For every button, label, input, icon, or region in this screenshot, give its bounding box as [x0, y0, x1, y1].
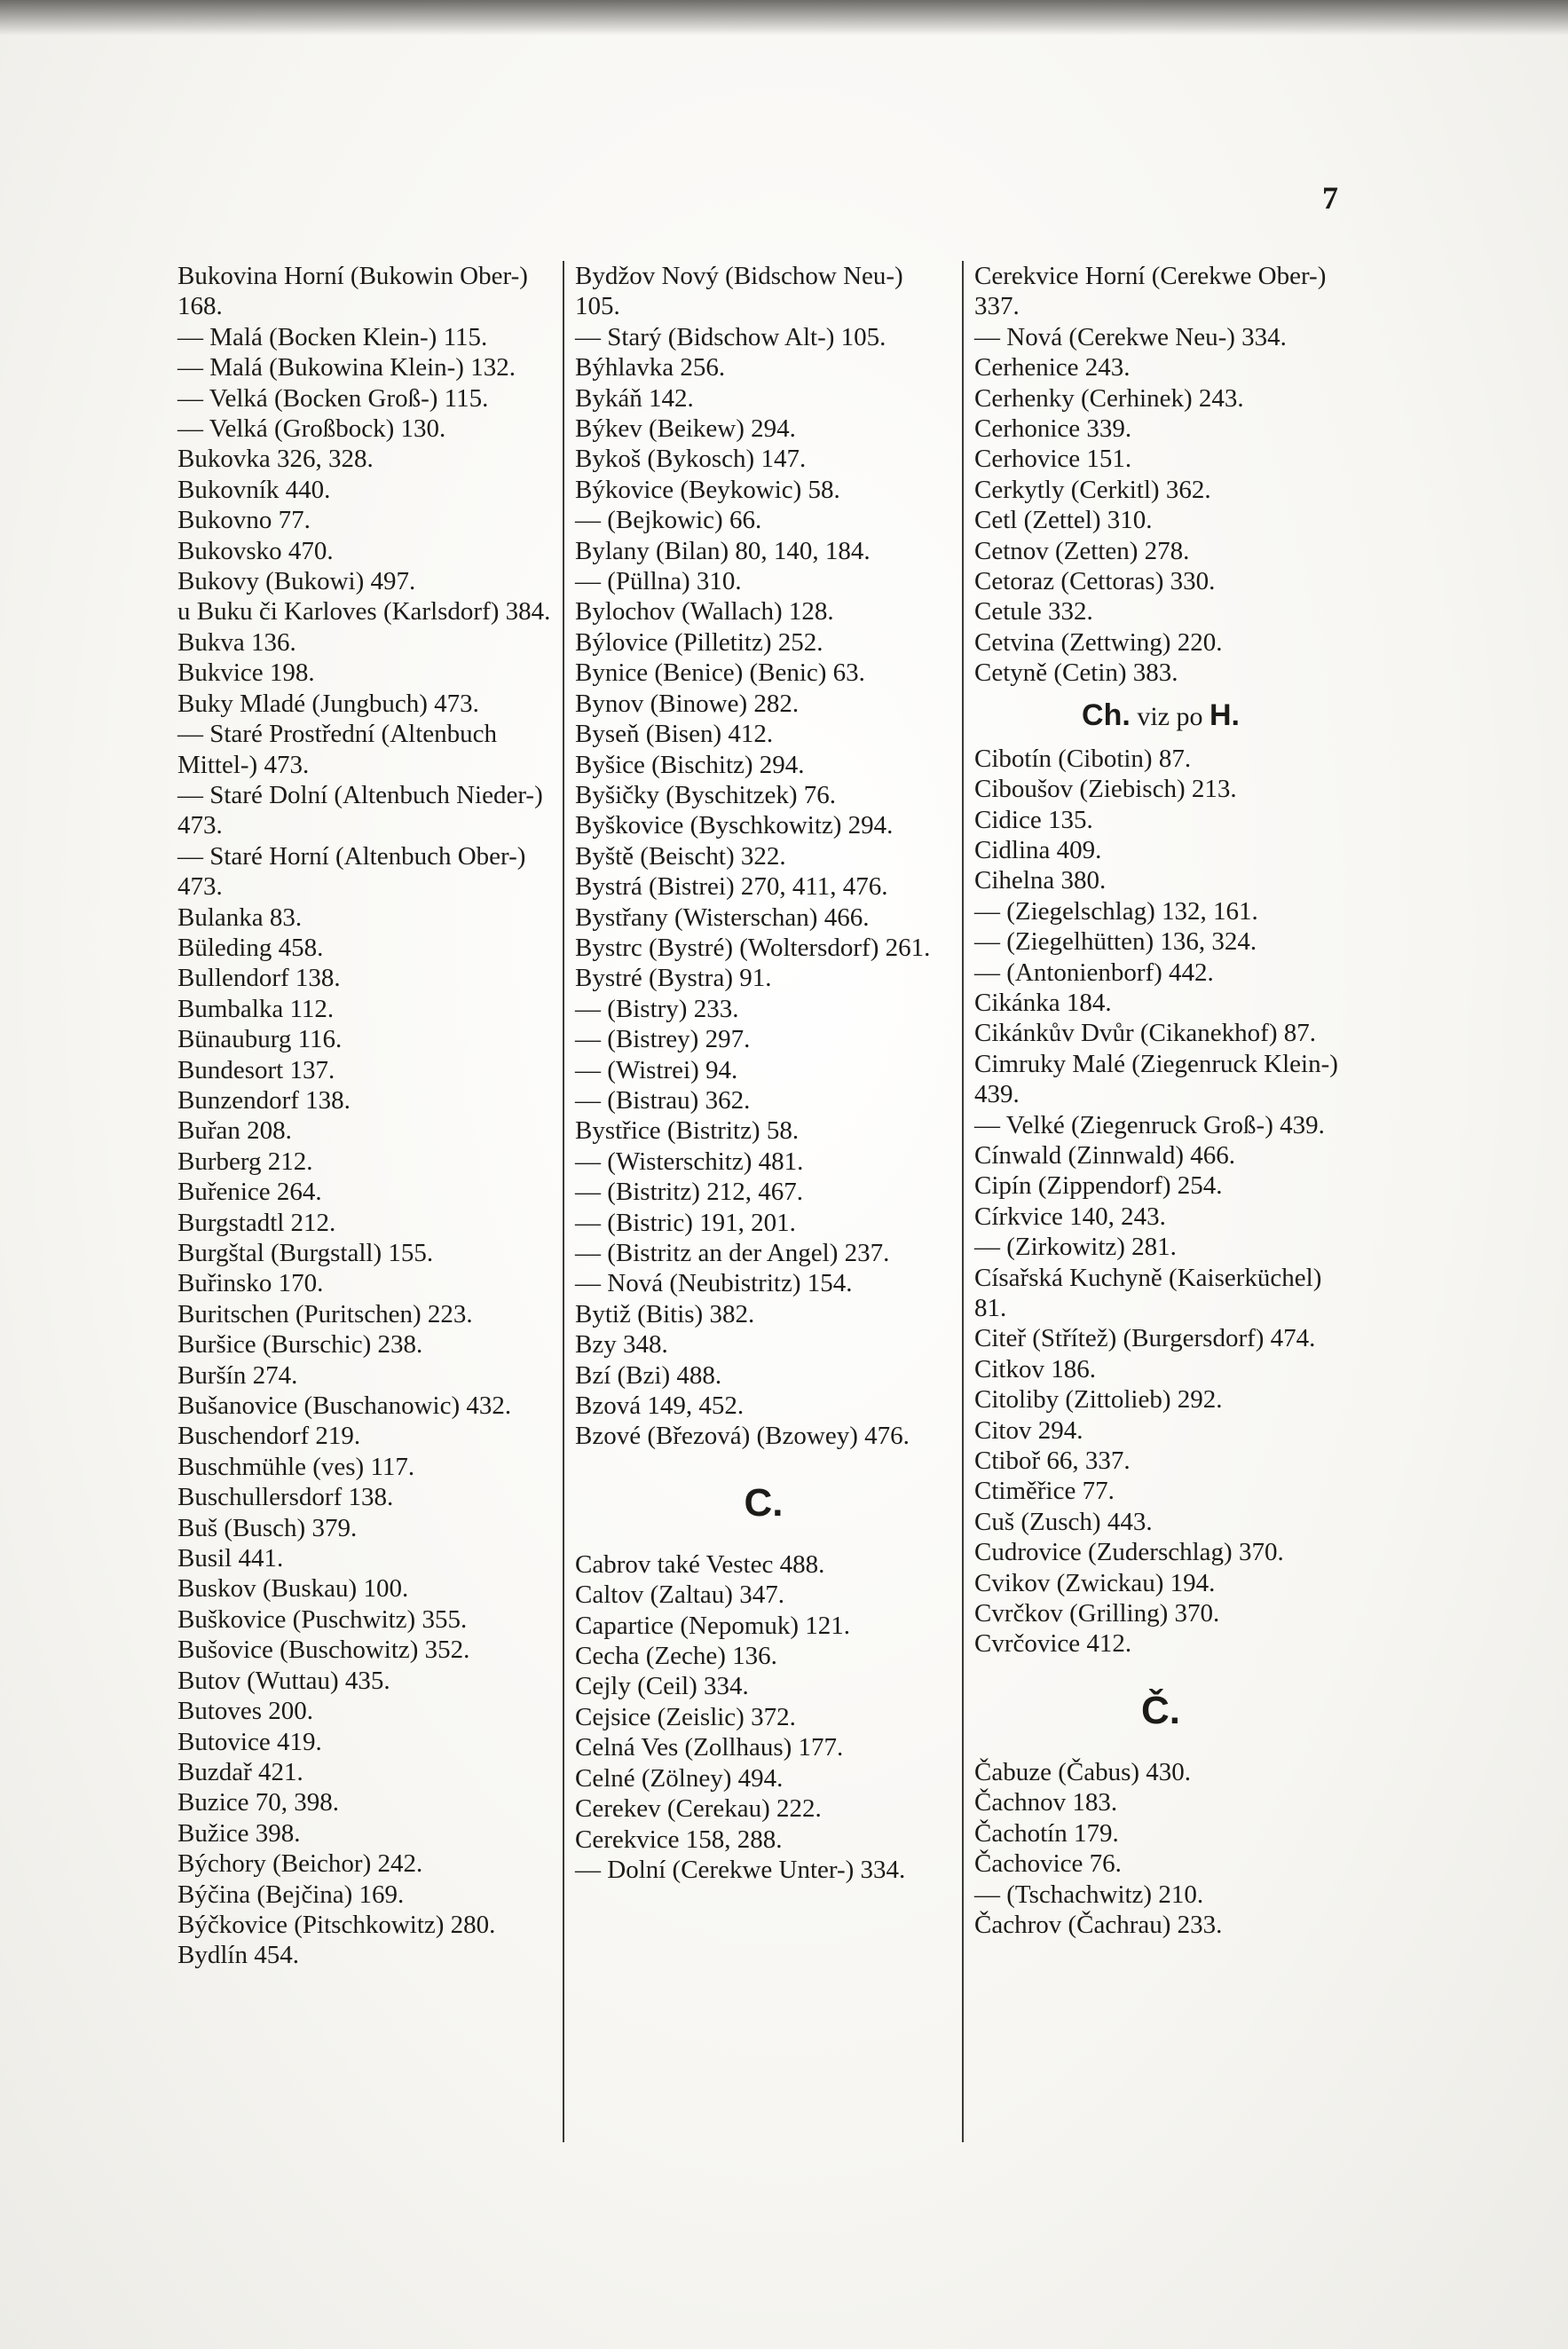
index-entry: Býčina (Bejčina) 169. [177, 1880, 405, 1909]
index-entry: — Staré Prostřední (Altenbuch Mittel-) 473. [177, 720, 498, 779]
index-entry: Cerhonice 339. [974, 414, 1132, 444]
index-entry: Cerhenice 243. [974, 353, 1131, 382]
index-entry: Butov (Wuttau) 435. [177, 1666, 390, 1695]
index-entry: — (Wistrei) 94. [575, 1055, 738, 1084]
index-entry: Cvikov (Zwickau) 194. [974, 1568, 1216, 1597]
index-entry: Čachotín 179. [974, 1818, 1119, 1848]
index-entry: Bzové (Březová) (Bzowey) 476. [575, 1422, 910, 1451]
index-entry: Buš (Busch) 379. [177, 1513, 358, 1542]
index-entry: Cetule 332. [974, 597, 1093, 627]
index-entry: Cihelna 380. [974, 866, 1107, 895]
index-entry: Bunzendorf 138. [177, 1085, 351, 1115]
index-entry: Bystré (Bystra) 91. [575, 964, 772, 993]
index-entry: Bukovka 326, 328. [177, 445, 374, 474]
index-entry: Býkovice (Beykowic) 58. [575, 475, 840, 504]
index-entry: Buřenice 264. [177, 1178, 322, 1207]
index-entry: Cerhovice 151. [974, 445, 1132, 474]
index-entry: Bušanovice (Buschanowic) 432. [177, 1391, 512, 1421]
index-entry: Cabrov také Vestec 488. [575, 1549, 825, 1579]
index-column-3 [974, 261, 1347, 1940]
index-entry: — (Bistric) 191, 201. [575, 1208, 796, 1237]
index-entry: Bystrá (Bistrei) 270, 411, 476. [575, 872, 888, 902]
index-entry: Butovice 419. [177, 1727, 322, 1756]
entry-list [575, 1549, 952, 1885]
index-column-1 [177, 261, 555, 1971]
index-entry: — Starý (Bidschow Alt-) 105. [575, 322, 886, 351]
index-entry: Buršín 274. [177, 1360, 298, 1390]
index-entry: — Malá (Bocken Klein-) 115. [177, 322, 488, 351]
index-entry: — (Bistritz) 212, 467. [575, 1178, 803, 1207]
index-entry: Cikánkův Dvůr (Cikanekhof) 87. [974, 1019, 1316, 1048]
index-entry: Buršice (Burschic) 238. [177, 1330, 423, 1360]
column-divider [563, 261, 564, 2142]
index-entry: Buritschen (Puritschen) 223. [177, 1299, 473, 1328]
index-entry: Buškovice (Puschwitz) 355. [177, 1604, 468, 1634]
index-entry: Citoliby (Zittolieb) 292. [974, 1385, 1223, 1415]
index-entry: — (Zirkowitz) 281. [974, 1233, 1177, 1262]
index-entry: Cidlina 409. [974, 835, 1102, 864]
index-entry: — (Bistritz an der Angel) 237. [575, 1239, 890, 1267]
index-entry: Cerekvice 158, 288. [575, 1825, 783, 1854]
index-entry: — (Bistrey) 297. [575, 1025, 751, 1054]
index-entry: Cínwald (Zinnwald) 466. [974, 1140, 1235, 1170]
index-entry: Bykáň 142. [575, 383, 694, 413]
index-entry: Bydlín 454. [177, 1941, 299, 1970]
index-entry: Ctiboř 66, 337. [974, 1446, 1131, 1476]
index-entry: Cidice 135. [974, 805, 1093, 834]
index-entry: Ciboušov (Ziebisch) 213. [974, 775, 1237, 804]
index-entry: Bušovice (Buschowitz) 352. [177, 1636, 470, 1665]
index-entry: — (Bistry) 233. [575, 994, 739, 1023]
index-entry: — (Ziegelschlag) 132, 161. [974, 896, 1258, 926]
index-entry: Čachnov 183. [974, 1788, 1118, 1817]
scan-shadow [0, 0, 1568, 35]
index-entry: Cetnov (Zetten) 278. [974, 536, 1190, 565]
index-entry: Býčkovice (Pitschkowitz) 280. [177, 1910, 496, 1939]
column-divider [962, 261, 964, 2142]
index-entry: Celné (Zölney) 494. [575, 1763, 784, 1793]
section-heading-c-caron: Č. [1141, 1688, 1180, 1732]
index-entry: — (Bistrau) 362. [575, 1085, 751, 1115]
index-entry: Bužice 398. [177, 1818, 301, 1848]
index-entry: Bydžov Nový (Bidschow Neu-) 105. [575, 262, 903, 321]
index-entry: Cetoraz (Cettoras) 330. [974, 567, 1216, 596]
index-entry: Byště (Beischt) 322. [575, 841, 786, 871]
index-entry: Bykoš (Bykosch) 147. [575, 445, 807, 474]
cross-reference-suffix: H. [1209, 698, 1240, 732]
index-entry: Bylochov (Wallach) 128. [575, 597, 834, 627]
index-entry: Bukovno 77. [177, 506, 311, 535]
index-entry: Burberg 212. [177, 1147, 313, 1176]
index-entry: Bünauburg 116. [177, 1025, 343, 1054]
index-entry: Bynice (Benice) (Benic) 63. [575, 658, 865, 688]
index-entry: Býhlavka 256. [575, 353, 726, 382]
index-entry: Bukva 136. [177, 627, 296, 657]
entry-list [177, 261, 555, 1971]
index-entry: Cetyně (Cetin) 383. [974, 658, 1178, 688]
index-entry: Bukovsko 470. [177, 536, 334, 565]
index-entry: Bullendorf 138. [177, 964, 341, 993]
index-entry: — Nová (Neubistritz) 154. [575, 1269, 853, 1298]
index-entry: Büleding 458. [177, 933, 324, 962]
index-entry: Cikánka 184. [974, 988, 1112, 1017]
index-entry: Buschendorf 219. [177, 1422, 361, 1451]
index-entry: — (Antonienborf) 442. [974, 958, 1214, 987]
index-entry: Bynov (Binowe) 282. [575, 689, 800, 718]
index-entry: Burgštal (Burgstall) 155. [177, 1239, 434, 1267]
index-entry: Byšice (Bischitz) 294. [575, 750, 805, 779]
index-entry: Buřinsko 170. [177, 1269, 324, 1298]
index-entry: Cuš (Zusch) 443. [974, 1507, 1153, 1536]
index-entry: Cejly (Ceil) 334. [575, 1672, 749, 1701]
entry-list [974, 261, 1347, 689]
index-entry: Buschullersdorf 138. [177, 1483, 394, 1512]
index-entry: Burgstadtl 212. [177, 1208, 336, 1237]
index-entry: Bystřice (Bistritz) 58. [575, 1116, 800, 1146]
index-entry: Ctiměřice 77. [974, 1477, 1115, 1506]
index-entry: Bundesort 137. [177, 1055, 335, 1084]
index-entry: Čabuze (Čabus) 430. [974, 1757, 1192, 1786]
index-entry: — Velká (Bocken Groß-) 115. [177, 383, 489, 413]
index-entry: Bzí (Bzi) 488. [575, 1360, 722, 1390]
index-entry: Cibotín (Cibotin) 87. [974, 744, 1192, 773]
index-entry: — (Bejkowic) 66. [575, 506, 762, 535]
index-entry: Bukvice 198. [177, 658, 315, 688]
index-entry: Butoves 200. [177, 1697, 314, 1726]
index-entry: Buzice 70, 398. [177, 1788, 340, 1817]
index-entry: Čachrov (Čachrau) 233. [974, 1910, 1223, 1939]
page-number: 7 [1322, 180, 1338, 216]
index-entry: Církvice 140, 243. [974, 1202, 1166, 1231]
index-entry: Bytiž (Bitis) 382. [575, 1299, 755, 1328]
index-entry: Bukovina Horní (Bukowin Ober-) 168. [177, 262, 528, 321]
index-entry: — (Püllna) 310. [575, 567, 742, 596]
index-entry: Bukovník 440. [177, 475, 331, 504]
entry-list [575, 261, 952, 1452]
index-entry: Buschmühle (ves) 117. [177, 1452, 415, 1481]
index-entry: — Velké (Ziegenruck Groß-) 439. [974, 1110, 1325, 1139]
index-entry: Cecha (Zeche) 136. [575, 1642, 777, 1671]
entry-list [974, 744, 1347, 1659]
index-entry: Buskov (Buskau) 100. [177, 1574, 409, 1604]
index-entry: Cetl (Zettel) 310. [974, 506, 1153, 535]
index-entry: — (Ziegelhütten) 136, 324. [974, 927, 1257, 957]
index-entry: Cvrčovice 412. [974, 1629, 1132, 1659]
cross-reference-prefix: Ch. [1082, 698, 1131, 732]
index-entry: Citeř (Střítež) (Burgersdorf) 474. [974, 1324, 1316, 1353]
index-entry: — (Tschachwitz) 210. [974, 1880, 1204, 1909]
index-entry: Býchory (Beichor) 242. [177, 1849, 423, 1879]
index-entry: Čachovice 76. [974, 1849, 1122, 1879]
index-entry: Buky Mladé (Jungbuch) 473. [177, 689, 479, 718]
index-entry: Byseň (Bisen) 412. [575, 720, 774, 749]
index-entry: Cejsice (Zeislic) 372. [575, 1702, 796, 1731]
index-entry: Caltov (Zaltau) 347. [575, 1580, 784, 1610]
index-entry: — Staré Dolní (Altenbuch Nieder-) 473. [177, 780, 543, 840]
index-entry: Buzdař 421. [177, 1757, 303, 1786]
index-entry: Bumbalka 112. [177, 994, 335, 1023]
index-entry: Cimruky Malé (Ziegenruck Klein-) 439. [974, 1049, 1338, 1109]
index-entry: — Velká (Großbock) 130. [177, 414, 446, 444]
index-entry: Cerhenky (Cerhinek) 243. [974, 383, 1244, 413]
index-entry: Celná Ves (Zollhaus) 177. [575, 1733, 844, 1762]
index-entry: — Nová (Cerekwe Neu-) 334. [974, 322, 1287, 351]
index-entry: Býlovice (Pilletitz) 252. [575, 627, 823, 657]
cross-reference-text: viz po [1137, 701, 1203, 731]
index-entry: Bylany (Bilan) 80, 140, 184. [575, 536, 871, 565]
index-entry: Býkev (Beikew) 294. [575, 414, 796, 444]
index-entry: u Buku či Karloves (Karlsdorf) 384. [177, 597, 551, 627]
index-entry: Bzy 348. [575, 1330, 668, 1360]
entry-list [974, 1757, 1347, 1940]
index-entry: — Malá (Bukowina Klein-) 132. [177, 353, 516, 382]
index-entry: Cvrčkov (Grilling) 370. [974, 1599, 1220, 1628]
index-entry: Cerekev (Cerekau) 222. [575, 1794, 822, 1824]
index-entry: Bzová 149, 452. [575, 1391, 745, 1421]
index-entry: Citov 294. [974, 1415, 1083, 1445]
index-entry: Cipín (Zippendorf) 254. [974, 1171, 1223, 1201]
index-entry: Bukovy (Bukowi) 497. [177, 567, 416, 596]
index-entry: Citkov 186. [974, 1354, 1096, 1383]
index-column-2 [575, 261, 952, 1885]
index-entry: Bulanka 83. [177, 903, 303, 932]
index-entry: — (Wisterschitz) 481. [575, 1147, 804, 1176]
index-entry: — Staré Horní (Altenbuch Ober-) 473. [177, 841, 526, 902]
section-heading-c: C. [744, 1480, 784, 1525]
index-entry: Capartice (Nepomuk) 121. [575, 1611, 851, 1640]
index-entry: Byšičky (Byschitzek) 76. [575, 780, 836, 809]
cross-reference-ch [974, 698, 1347, 735]
index-entry: Buřan 208. [177, 1116, 292, 1146]
index-entry: Cerkytly (Cerkitl) 362. [974, 475, 1211, 504]
index-entry: Cudrovice (Zuderschlag) 370. [974, 1538, 1284, 1567]
index-entry: Cetvina (Zettwing) 220. [974, 627, 1223, 657]
index-entry: Byškovice (Byschkowitz) 294. [575, 811, 894, 840]
index-entry: Busil 441. [177, 1544, 284, 1573]
index-entry: Císařská Kuchyně (Kaiserküchel) 81. [974, 1263, 1322, 1322]
index-entry: Cerekvice Horní (Cerekwe Ober-) 337. [974, 262, 1327, 321]
index-entry: — Dolní (Cerekwe Unter-) 334. [575, 1855, 906, 1884]
index-entry: Bystrc (Bystré) (Woltersdorf) 261. [575, 933, 931, 962]
index-entry: Bystřany (Wisterschan) 466. [575, 903, 870, 932]
